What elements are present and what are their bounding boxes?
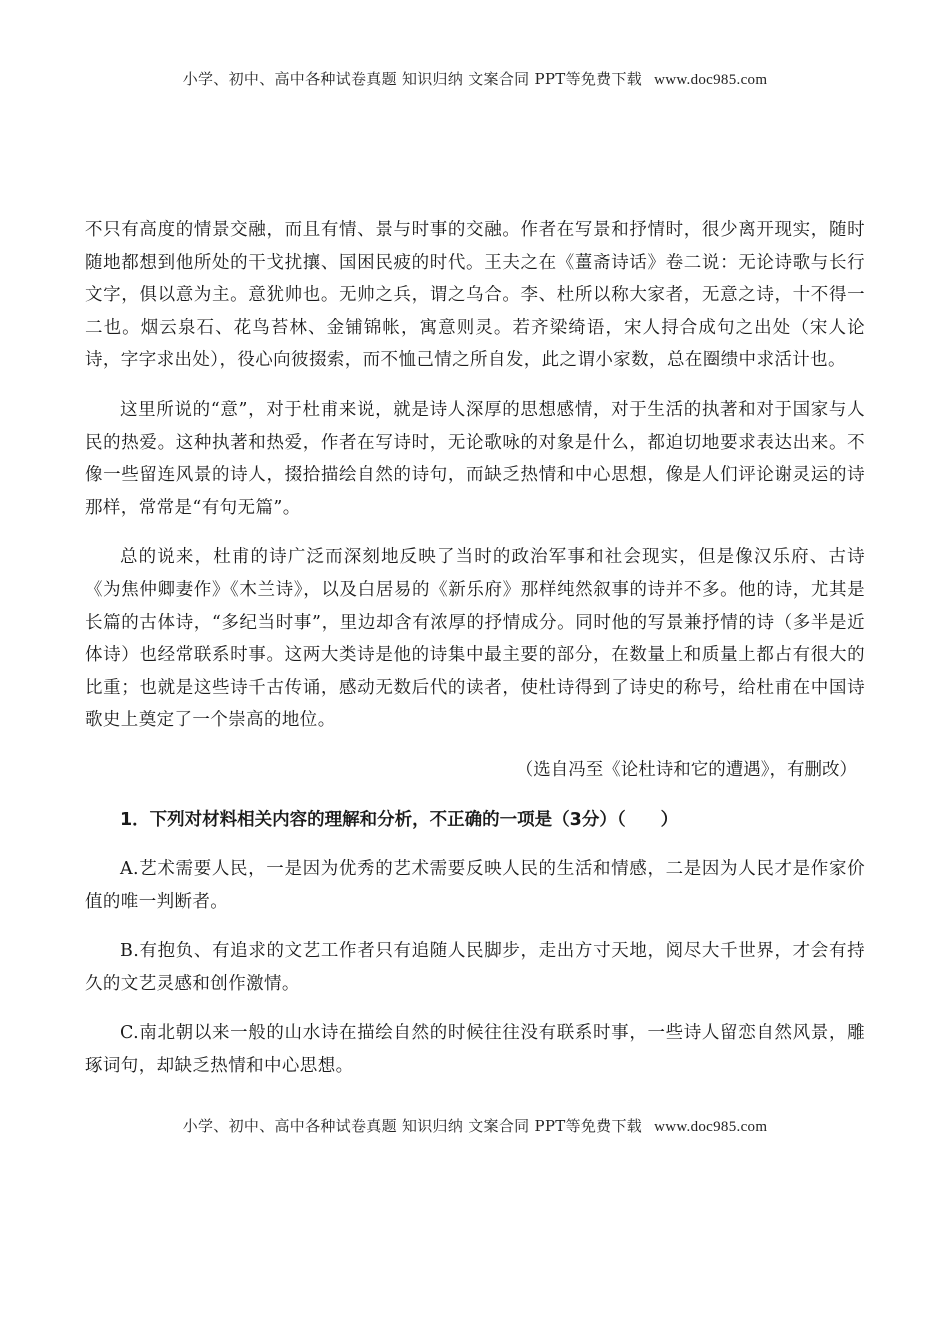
question-1: 1．下列对材料相关内容的理解和分析，不正确的一项是（3分）（ ）	[120, 809, 679, 830]
header-url[interactable]: www.doc985.com	[654, 72, 768, 88]
document-body	[85, 214, 865, 1083]
option-a: A.艺术需要人民，一是因为优秀的艺术需要反映人民的生活和情感，二是因为人民才是作家价值的唯一判断者。	[85, 859, 865, 912]
page-footer	[0, 1115, 950, 1136]
option-c: C.南北朝以来一般的山水诗在描绘自然的时候往往没有联系时事，一些诗人留恋自然风景，雕琢词句，却缺乏热情和中心思想。	[85, 1023, 865, 1077]
paragraph-1: 不只有高度的情景交融，而且有情、景与时事的交融。作者在写景和抒情时，很少离开现实，随时随地都想到他所处的干戈扰攘、国困民疲的时代。王夫之在《薑斋诗话》卷二说：无论诗歌与长行文字，俱以意为主。意犹帅也。无帅之兵，谓之乌合。李、杜所以称大家者，无意之诗，十不得一二也。烟云泉石、花鸟苔林、金铺锦帐，寓意则灵。若齐梁绮语，宋人挦合成句之出处（宋人论诗，字字求出处），役心向彼掇索，而不恤己情之所自发，此之谓小家数，总在圈缋中求活计也。	[85, 220, 865, 371]
footer-text: 小学、初中、高中各种试卷真题 知识归纳 文案合同 PPT等免费下载	[182, 1117, 643, 1135]
page-header	[0, 68, 950, 89]
footer-url[interactable]: www.doc985.com	[654, 1119, 768, 1135]
paragraph-3: 总的说来，杜甫的诗广泛而深刻地反映了当时的政治军事和社会现实，但是像汉乐府、古诗《为焦仲卿妻作》《木兰诗》，以及白居易的《新乐府》那样纯然叙事的诗并不多。他的诗，尤其是长篇的古体诗，“多纪当时事”，里边却含有浓厚的抒情成分。同时他的写景兼抒情的诗（多半是近体诗）也经常联系时事。这两大类诗是他的诗集中最主要的部分，在数量上和质量上都占有很大的比重；也就是这些诗千古传诵，感动无数后代的读者，使杜诗得到了诗史的称号，给杜甫在中国诗歌史上奠定了一个崇高的地位。	[85, 547, 865, 731]
paragraph-2: 这里所说的“意”，对于杜甫来说，就是诗人深厚的思想感情，对于生活的执著和对于国家与人民的热爱。这种执著和热爱，作者在写诗时，无论歌咏的对象是什么，都迫切地要求表达出来。不像一些留连风景的诗人，掇拾描绘自然的诗句，而缺乏热情和中心思想，像是人们评论谢灵运的诗那样，常常是“有句无篇”。	[85, 399, 865, 518]
source-citation: （选自冯至《论杜诗和它的遭遇》，有删改）	[515, 759, 857, 780]
option-b: B.有抱负、有追求的文艺工作者只有追随人民脚步，走出方寸天地，阅尽大千世界，才会有持久的文艺灵感和创作激情。	[85, 941, 865, 994]
header-text: 小学、初中、高中各种试卷真题 知识归纳 文案合同 PPT等免费下载	[182, 70, 643, 88]
